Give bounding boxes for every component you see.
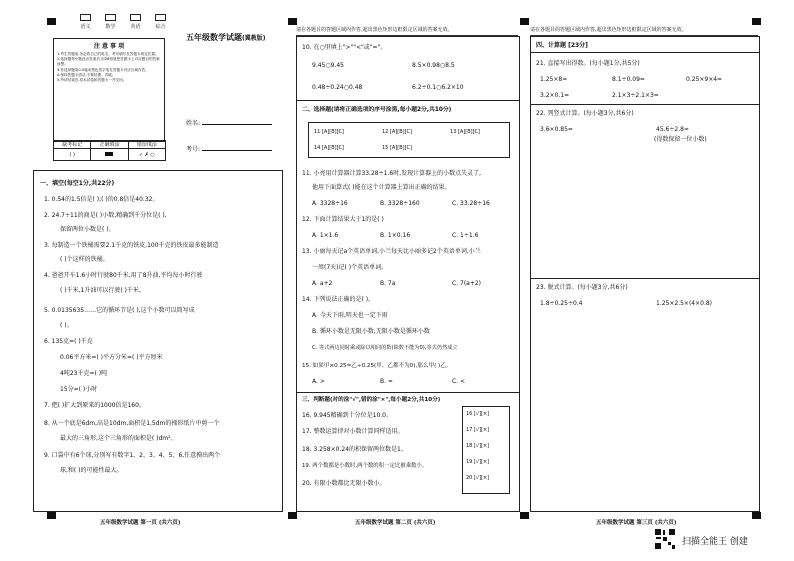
question-11-cont: 他用下面算式( )能在这个计算器上算出正确的结果。 bbox=[312, 184, 451, 191]
judge-bubble[interactable]: 19 [√][×] bbox=[466, 459, 490, 465]
option: C. 1÷1.6 bbox=[452, 232, 479, 239]
question-11: 11. 小亮用计算器计算33.28÷1.6时,发现计算器上的小数点失灵了, bbox=[302, 170, 482, 177]
judge-bubble[interactable]: 20 [√][×] bbox=[466, 475, 490, 481]
calc-item: 3.2×0.1= bbox=[540, 92, 570, 99]
answer-bubble[interactable]: 14 [A][B][C] bbox=[314, 145, 344, 151]
table-header: 缺考标记 bbox=[54, 141, 91, 149]
calc-item: 1.8÷0.25÷0.4 bbox=[540, 300, 583, 307]
answer-bubble[interactable]: 13 [A][B][C] bbox=[450, 129, 480, 135]
question-21: 21. 直接写出得数。(每小题1分,共5分) bbox=[536, 60, 640, 67]
question-1: 1. 0.54的1.5倍是( );( )的0.8倍是40.32。 bbox=[44, 196, 159, 203]
compare-item: 9.45○9.4̇5̇ bbox=[312, 62, 344, 69]
registration-mark bbox=[752, 512, 761, 519]
question-17: 17. 整数运算律对小数计算同样适用。 bbox=[302, 428, 404, 435]
question-9: 9. 口袋中有6个球,分别写有数字1、2、3、4、5、6,任意摸出两个 bbox=[44, 452, 221, 459]
registration-mark bbox=[47, 18, 56, 25]
question-6d: 15分=( )小时 bbox=[60, 386, 98, 393]
question-2: 2. 24.7÷11的商是( )小数,精确到千分位是( ), bbox=[44, 212, 167, 219]
question-19: 19. 两个数都是小数时,两个数的积一定比被乘数小。 bbox=[302, 463, 428, 469]
option: C. 7(a+2) bbox=[452, 280, 482, 287]
section-title: 二、选择题(请将正确选项的序号涂黑,每小题2分,共10分) bbox=[302, 107, 452, 113]
question-9-cont: 球,和( )的可能性最大。 bbox=[60, 467, 123, 474]
subject-label: 数学 bbox=[105, 24, 116, 30]
calc-item: 2.1×3÷2.1×3= bbox=[612, 92, 659, 99]
registration-mark bbox=[288, 18, 297, 25]
compare-item: 6.2÷0.1○6.2×10 bbox=[412, 84, 464, 91]
question-13: 13. 小丽每天记a个英语单词,小兰每天比小丽多记2个英语单词,小兰 bbox=[302, 248, 481, 255]
question-23: 23. 脱式计算。(每小题3分,共6分) bbox=[536, 284, 628, 291]
question-2-cont: 保留两位小数是( )。 bbox=[60, 226, 115, 233]
option: B. 循环小数是无限小数,无限小数是循环小数 bbox=[312, 328, 430, 335]
subject-label: 综合 bbox=[155, 24, 166, 30]
page-footer: 五年级数学试题 第一页 (共六页) bbox=[100, 520, 181, 526]
id-field[interactable] bbox=[186, 144, 272, 153]
calc-item: 1.25×8= bbox=[540, 76, 568, 83]
name-label: 姓名: bbox=[186, 120, 201, 127]
question-20: 20. 有限小数都比无限小数小。 bbox=[302, 480, 386, 487]
question-4: 4. 爸爸开车1.6小时行驶80千米,用了8升油,平均每小时行驶 bbox=[44, 272, 203, 279]
notice-line: 3.非选择题用0.5毫米黑色签字笔在答题卡对应区域作答。 bbox=[57, 67, 149, 72]
subject-label: 语文 bbox=[80, 24, 91, 30]
calc-item: 8.1÷0.09= bbox=[612, 76, 645, 83]
option: B. 3328÷160 bbox=[380, 200, 420, 207]
registration-mark bbox=[752, 18, 761, 25]
page-footer: 五年级数学试题 第三页 (共六页) bbox=[596, 520, 677, 526]
registration-mark bbox=[520, 18, 529, 25]
absent-mark[interactable]: ( ) bbox=[54, 149, 91, 161]
answer-bubble[interactable]: 15 [A][B][C] bbox=[382, 145, 412, 151]
option: B. 7a bbox=[380, 280, 396, 287]
question-12: 12. 下面计算结果大于1的是( ) bbox=[302, 216, 384, 223]
table-header: 错误填涂 bbox=[128, 141, 165, 149]
calc-item: 1.25×2.5×(4×0.8) bbox=[656, 300, 713, 307]
section-title: 三、判断题(对的涂"√",错的涂"×",每小题2分,共10分) bbox=[302, 397, 441, 403]
calc-item: 45.6÷2.8≈ bbox=[656, 126, 689, 133]
question-16: 16. 9.945精确到十分位是10.0。 bbox=[302, 412, 392, 419]
id-label: 考号: bbox=[186, 146, 201, 153]
question-6b: 0.06平方米=( )平方分米=( )平方厘米 bbox=[60, 354, 163, 361]
question-6a: 6. 135克=( )千克 bbox=[44, 338, 93, 345]
judge-bubble[interactable]: 17 [√][×] bbox=[466, 427, 490, 433]
option: A. > bbox=[312, 378, 325, 385]
judge-bubble[interactable]: 18 [√][×] bbox=[466, 443, 490, 449]
calc-note: (得数保留一位小数) bbox=[654, 136, 707, 143]
column-header: 请在各题目的答题区域内作答,超出黑色矩形边框限定区域的答案无效。 bbox=[530, 26, 758, 36]
subject-label: 英语 bbox=[130, 24, 141, 30]
option: A. 1×1.6 bbox=[312, 232, 339, 239]
notice-line: 1.考生答题前,务必将自己的姓名、考号填写在答题卡规定位置。 bbox=[57, 52, 159, 56]
calc-item: 3.6×0.85= bbox=[540, 126, 573, 133]
fill-sample-table: 缺考标记 正确填涂 错误填涂 ( ) ✓ ✗ ○ bbox=[53, 140, 166, 161]
section-three-panel bbox=[530, 36, 760, 512]
question-18: 18. 3.258×0.24的积保留两位数是1。 bbox=[302, 446, 407, 453]
answer-bubble[interactable]: 11 [A][B][C] bbox=[314, 129, 344, 135]
option: B. = bbox=[380, 378, 393, 385]
name-field[interactable] bbox=[186, 118, 272, 127]
question-4-cont: ( )千米,1升油可以行驶( )千米。 bbox=[60, 287, 145, 294]
subject-selector bbox=[80, 14, 166, 30]
notice-line: 5.考试结束后,将本试卷和答题卡一并交回。 bbox=[57, 78, 127, 83]
notice-title: 注 意 事 项 bbox=[93, 43, 125, 50]
scanner-watermark: 扫描全能王 创建 bbox=[682, 537, 748, 547]
question-3: 3. 每制造一个铁桶需要2.1千克的铁皮,100千克的铁皮最多能制造 bbox=[44, 242, 219, 249]
compare-item: 0.48÷0.24○0.48 bbox=[312, 84, 363, 91]
question-8-cont: 最大的三角形,这个三角形的面积是( )dm²。 bbox=[60, 435, 177, 442]
page-footer: 五年级数学试题 第二页 (共六页) bbox=[355, 520, 436, 526]
registration-mark bbox=[47, 512, 56, 519]
option: C. 33.28÷16 bbox=[452, 200, 490, 207]
option: B. 1×0.16 bbox=[380, 232, 411, 239]
notice-box bbox=[53, 38, 165, 142]
registration-mark bbox=[288, 512, 297, 519]
answer-bubble[interactable]: 12 [A][B][C] bbox=[382, 129, 412, 135]
question-7: 7. 把( )扩大到原来的1000倍是160。 bbox=[44, 402, 145, 409]
option: C. 等式两边同时乘或除以相同的数(除数不能为0),等式仍然成立 bbox=[312, 345, 458, 351]
section-title: 一、填空(每空1分,共22分) bbox=[40, 180, 115, 187]
section-title: 四、计算题 [23分] bbox=[536, 42, 588, 49]
paper-title: 五年级数学试题(冀教版) bbox=[186, 33, 266, 42]
question-15: 15. 如果甲×0.25=乙÷0.25(甲、乙都不为0),那么甲( )乙。 bbox=[302, 363, 452, 369]
column-header: 请在各题目的答题区域内作答,超出黑色矩形边框限定区域的答案无效。 bbox=[296, 26, 518, 36]
question-5-cont: ( )。 bbox=[60, 322, 73, 329]
question-8: 8. 从一个底是6dm,高是10dm,面积是1.5dm的梯形纸片中剪一个 bbox=[44, 420, 220, 427]
qr-code-icon bbox=[654, 528, 676, 550]
notice-line: 2.选择题每小题选出答案后,用2B铅笔把答题卡上对应题目的答案涂黑。 bbox=[57, 57, 160, 67]
table-header: 正确填涂 bbox=[91, 141, 128, 149]
option: A. 3328÷16 bbox=[312, 200, 348, 207]
question-3-cont: ( )个这样的铁桶。 bbox=[60, 256, 109, 263]
registration-mark bbox=[520, 512, 529, 519]
compare-item: 8.5×0.98○8.5 bbox=[412, 62, 455, 69]
question-6c: 4吨23千克=( )吨 bbox=[60, 370, 108, 377]
option: A. 今天下雨,明天也一定下雨 bbox=[312, 312, 388, 319]
calc-item: 0.25×9×4= bbox=[686, 76, 723, 83]
question-22: 22. 列竖式计算。(每小题3分,共6分) bbox=[536, 110, 634, 117]
option: A. a+2 bbox=[312, 280, 333, 287]
option: C. < bbox=[452, 378, 466, 385]
question-5: 5. 0.0135635……它的循环节是( ),这个小数可以简写成 bbox=[44, 307, 195, 314]
judge-bubble[interactable]: 16 [√][×] bbox=[466, 411, 490, 417]
question-10: 10. 在○里填上">""<"或"="。 bbox=[302, 44, 387, 51]
question-13-cont: 一周(7天)记( )个英语单词。 bbox=[312, 264, 388, 271]
question-14: 14. 下列说法正确的是( )。 bbox=[302, 296, 375, 303]
notice-line: 4.保持答题卡清洁,不要折叠、弄破。 bbox=[57, 72, 116, 77]
